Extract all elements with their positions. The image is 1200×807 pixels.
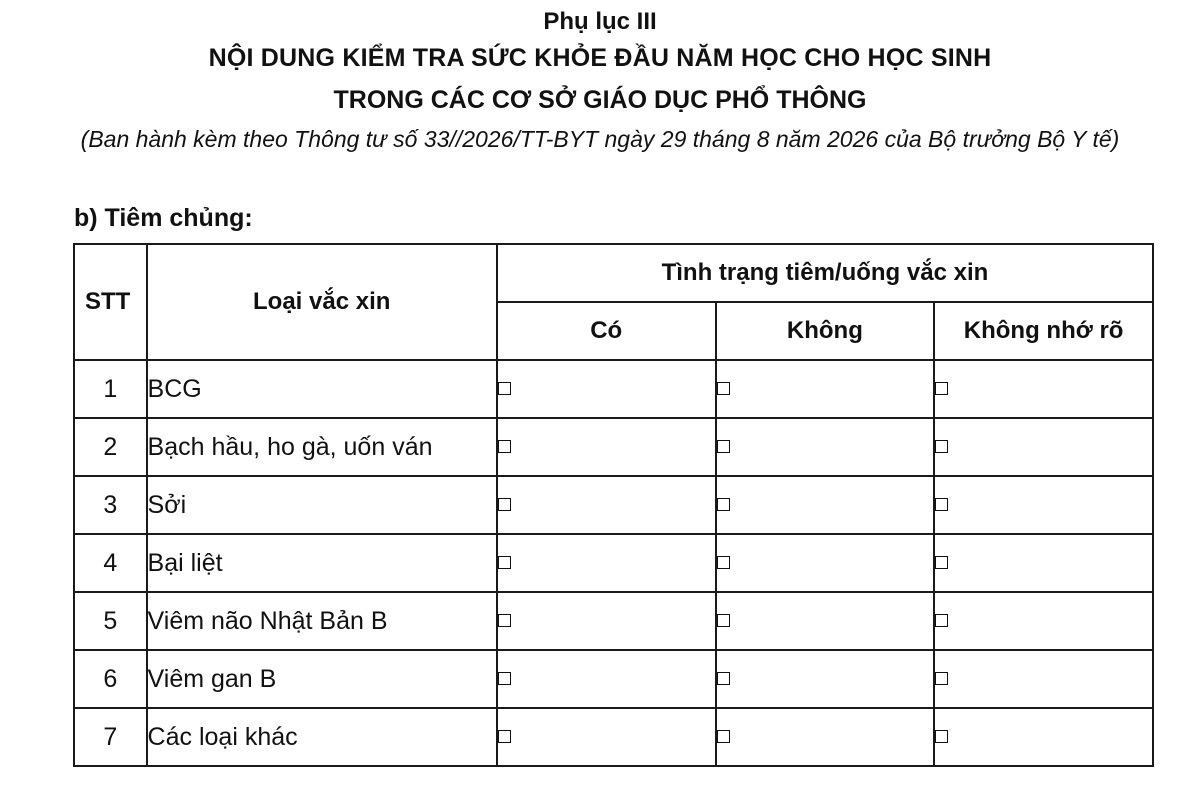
- cell-option-not-remember: [934, 592, 1153, 650]
- cell-option-no: [716, 360, 935, 418]
- cell-option-yes: [497, 650, 716, 708]
- checkbox-no[interactable]: [717, 498, 730, 511]
- table-row: [74, 476, 1153, 534]
- cell-option-no: [716, 534, 935, 592]
- row-stt: 1: [74, 360, 147, 418]
- row-vaccine-name: Bạch hầu, ho gà, uốn ván: [147, 418, 497, 476]
- issuance-note: (Ban hành kèm theo Thông tư số 33//2026/TT-BYT ngày 29 tháng 8 năm 2026 của Bộ trưởng Bộ Y tế): [80, 126, 1120, 152]
- row-stt: 5: [74, 592, 147, 650]
- row-vaccine-name: Bại liệt: [147, 534, 497, 592]
- cell-option-no: [716, 592, 935, 650]
- checkbox-no[interactable]: [717, 556, 730, 569]
- cell-option-not-remember: [934, 650, 1153, 708]
- table-row: [74, 418, 1153, 476]
- row-vaccine-name: Viêm gan B: [147, 650, 497, 708]
- appendix-label: Phụ lục III: [543, 8, 657, 35]
- cell-option-yes: [497, 534, 716, 592]
- header-vaccination-status: Tình trạng tiêm/uống vắc xin: [497, 244, 1153, 302]
- checkbox-no[interactable]: [717, 672, 730, 685]
- checkbox-not-remember[interactable]: [935, 440, 948, 453]
- checkbox-yes[interactable]: [498, 614, 511, 627]
- cell-option-no: [716, 650, 935, 708]
- checkbox-not-remember[interactable]: [935, 614, 948, 627]
- row-vaccine-name: BCG: [147, 360, 497, 418]
- checkbox-yes[interactable]: [498, 672, 511, 685]
- cell-option-not-remember: [934, 534, 1153, 592]
- checkbox-not-remember[interactable]: [935, 556, 948, 569]
- checkbox-yes[interactable]: [498, 556, 511, 569]
- row-stt: 6: [74, 650, 147, 708]
- header-option-not-remember: Không nhớ rõ: [934, 302, 1153, 360]
- checkbox-not-remember[interactable]: [935, 382, 948, 395]
- row-stt: 4: [74, 534, 147, 592]
- vaccination-table: [73, 243, 1154, 767]
- row-stt: 7: [74, 708, 147, 766]
- checkbox-no[interactable]: [717, 614, 730, 627]
- checkbox-not-remember[interactable]: [935, 498, 948, 511]
- cell-option-no: [716, 418, 935, 476]
- checkbox-yes[interactable]: [498, 730, 511, 743]
- table-row: [74, 708, 1153, 766]
- checkbox-yes[interactable]: [498, 498, 511, 511]
- checkbox-not-remember[interactable]: [935, 730, 948, 743]
- row-stt: 3: [74, 476, 147, 534]
- cell-option-no: [716, 708, 935, 766]
- header-vaccine-type: Loại vắc xin: [147, 244, 497, 360]
- cell-option-not-remember: [934, 476, 1153, 534]
- cell-option-not-remember: [934, 418, 1153, 476]
- table-row: [74, 592, 1153, 650]
- table-row: [74, 650, 1153, 708]
- table-row: [74, 360, 1153, 418]
- document-title-line1: NỘI DUNG KIỂM TRA SỨC KHỎE ĐẦU NĂM HỌC CHO HỌC SINH: [208, 44, 992, 72]
- header-option-no: Không: [716, 302, 935, 360]
- header-option-yes: Có: [497, 302, 716, 360]
- table-row: [74, 534, 1153, 592]
- section-title: b) Tiêm chủng:: [74, 204, 253, 232]
- checkbox-not-remember[interactable]: [935, 672, 948, 685]
- row-vaccine-name: Sởi: [147, 476, 497, 534]
- header-stt: STT: [74, 244, 147, 360]
- cell-option-yes: [497, 418, 716, 476]
- cell-option-yes: [497, 360, 716, 418]
- row-vaccine-name: Viêm não Nhật Bản B: [147, 592, 497, 650]
- cell-option-no: [716, 476, 935, 534]
- table-body: [74, 360, 1153, 766]
- cell-option-yes: [497, 476, 716, 534]
- row-vaccine-name: Các loại khác: [147, 708, 497, 766]
- checkbox-yes[interactable]: [498, 440, 511, 453]
- checkbox-no[interactable]: [717, 382, 730, 395]
- cell-option-not-remember: [934, 708, 1153, 766]
- checkbox-no[interactable]: [717, 440, 730, 453]
- cell-option-yes: [497, 708, 716, 766]
- row-stt: 2: [74, 418, 147, 476]
- cell-option-not-remember: [934, 360, 1153, 418]
- document-title-line2: TRONG CÁC CƠ SỞ GIÁO DỤC PHỔ THÔNG: [333, 86, 867, 114]
- checkbox-yes[interactable]: [498, 382, 511, 395]
- cell-option-yes: [497, 592, 716, 650]
- checkbox-no[interactable]: [717, 730, 730, 743]
